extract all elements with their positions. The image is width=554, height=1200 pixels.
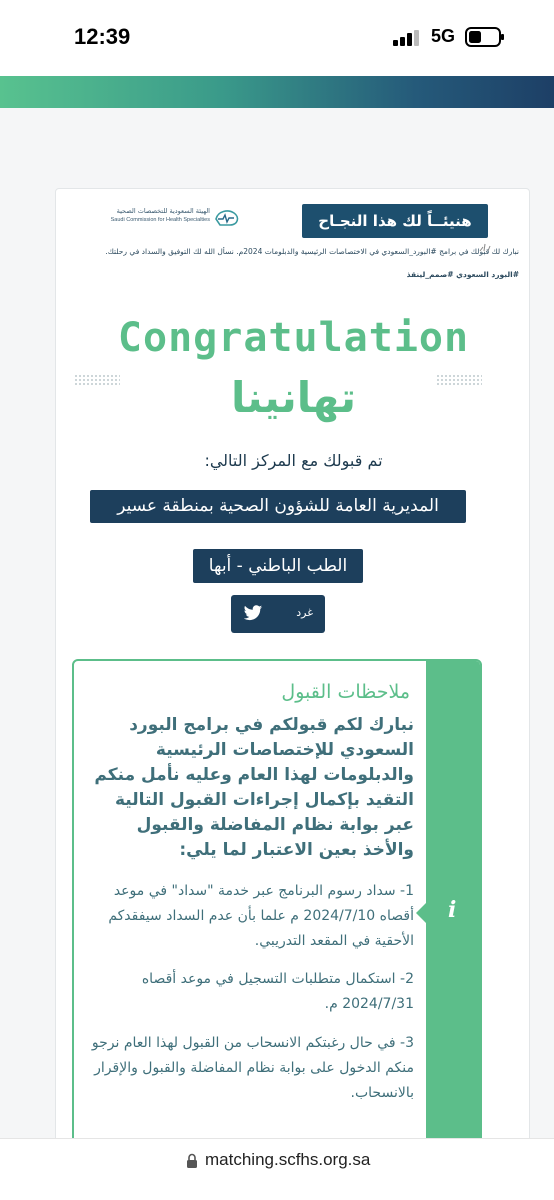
battery-icon <box>465 27 505 47</box>
status-time: 12:39 <box>74 24 131 49</box>
notes-title: ملاحظات القبول <box>281 681 410 703</box>
logo-text-ar: الهيئة السعودية للتخصصات الصحية <box>116 207 210 215</box>
signal-icon <box>393 30 421 46</box>
header-banner: هنيئــاً لك هذا النجـاح <box>302 204 488 238</box>
status-bar <box>0 0 554 76</box>
top-gradient-bar <box>0 76 554 108</box>
accepted-center-label: تم قبولك مع المركز التالي: <box>204 451 383 470</box>
notes-item-3: 3- في حال رغبتكم الانسحاب من القبول لهذا العام نرجو منكم الدخول على بوابة نظام المفاضلة والقبول والإقرار بالانسحاب. <box>91 1035 414 1101</box>
center-name: المديرية العامة للشؤون الصحية بمنطقة عسير <box>90 490 466 523</box>
url-text[interactable]: matching.scfhs.org.sa <box>205 1150 371 1169</box>
lock-icon <box>186 1153 198 1169</box>
notes-item-2: 2- استكمال متطلبات التسجيل في موعد أقصاه 2024/7/31 م. <box>141 971 414 1012</box>
congratulation-title-ar: تهانينا <box>230 373 357 422</box>
scfhs-logo-mark-icon <box>214 207 242 229</box>
twitter-bird-icon <box>243 605 263 622</box>
tweet-label: غرد <box>296 606 313 619</box>
network-type: 5G <box>431 26 456 46</box>
info-icon: i <box>448 897 457 923</box>
congratulation-title: Congratulation <box>117 315 470 361</box>
scfhs-logo <box>80 207 210 237</box>
notes-arrow <box>416 901 428 925</box>
browser-url-bar[interactable] <box>0 1138 554 1200</box>
logo-text-en: Saudi Commission for Health Specialties <box>110 217 210 223</box>
header-hashtags: #البورد السعودي #صمم_لينقذ <box>406 270 519 279</box>
specialty-name: الطب الباطني - أبها <box>193 549 363 583</box>
tweet-button[interactable] <box>231 595 325 633</box>
notes-item-1: 1- سداد رسوم البرنامج عبر خدمة "سداد" في موعد أقصاه 2024/7/10 م علما بأن عدم السداد سيفقدكم الأحقية في المقعد التدريبي. <box>108 883 414 949</box>
header-message: نبارك لك قبولك في برامج #البورد_السعودي في الاختصاصات الرئيسية والدبلومات 2024م. نسأل الله لك التوفيق والسداد في رحلتك. <box>105 247 519 256</box>
acceptance-notes-panel <box>72 659 482 1148</box>
notes-intro: نبارك لكم قبولكم في برامج البورد السعودي للإختصاصات الرئيسية والدبلومات لهذا العام وعليه نأمل منكم التقيد بإكمال إجراءات القبول التالية عبر بوابة نظام المفاضلة والقبول والأخذ بعين الاعتبار لما يلي: <box>94 715 414 860</box>
acceptance-card <box>55 188 530 1148</box>
